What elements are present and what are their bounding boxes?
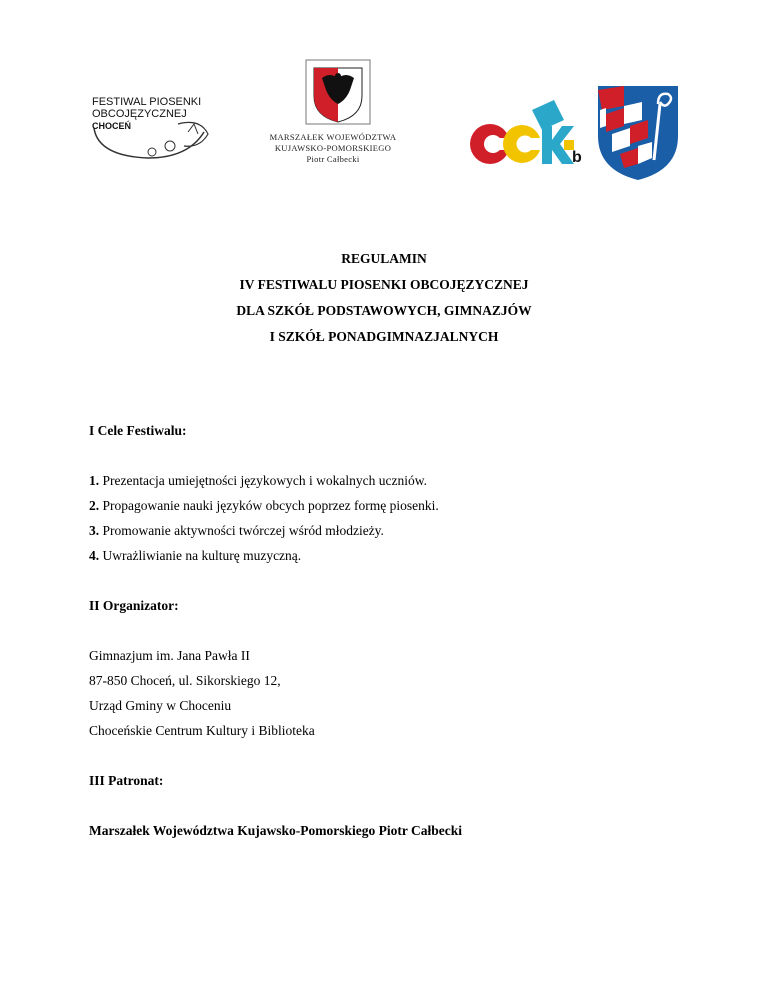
list-item: 2. Propagowanie nauki języków obcych poprzez formę piosenki. [89, 498, 439, 513]
organizer-line: Gimnazjum im. Jana Pawła II [89, 648, 250, 663]
festival-logo [88, 88, 214, 164]
organizer-line: Urząd Gminy w Choceniu [89, 698, 232, 713]
organizer-line: Choceńskie Centrum Kultury i Biblioteka [89, 723, 315, 738]
list-item: 1. Prezentacja umiejętności językowych i wokalnych uczniów. [89, 473, 428, 488]
festival-logo-line3: CHOCEŃ [92, 121, 132, 131]
cckb-logo-graphic [468, 96, 594, 170]
cckb-logo [468, 96, 594, 170]
festival-logo-line2: OBCOJĘZYCZNEJ [92, 108, 187, 120]
section-heading-organizator: II Organizator: [89, 598, 179, 613]
document-body [89, 418, 689, 843]
list-item: 4. Uwrażliwianie na kulturę muzyczną. [89, 548, 302, 563]
festival-logo-line1: FESTIWAL PIOSENKI [92, 96, 202, 108]
title-line1: REGULAMIN [341, 251, 427, 266]
section-heading-patronat: III Patronat: [89, 773, 164, 788]
svg-text:b: b [572, 149, 582, 166]
patron-name: Marszałek Województwa Kujawsko-Pomorskiego Piotr Całbecki [89, 823, 462, 838]
gmina-coat-of-arms-icon [594, 82, 682, 182]
marszalek-logo [262, 58, 404, 178]
title-line4: I SZKÓŁ PONADGIMNAZJALNYCH [269, 329, 499, 344]
section-heading-cele: I Cele Festiwalu: [89, 423, 187, 438]
marszalek-crest-icon [262, 58, 404, 130]
marszalek-line1: MARSZAŁEK WOJEWÓDZTWA [269, 132, 397, 142]
marszalek-line3: Piotr Całbecki [306, 154, 360, 164]
title-line2: IV FESTIWALU PIOSENKI OBCOJĘZYCZNEJ [239, 277, 529, 292]
list-item: 3. Promowanie aktywności twórczej wśród młodzieży. [89, 523, 384, 538]
marszalek-line2: KUJAWSKO-POMORSKIEGO [274, 143, 392, 153]
shield-icon [594, 82, 682, 182]
document-title [0, 246, 768, 350]
title-line3: DLA SZKÓŁ PODSTAWOWYCH, GIMNAZJÓW [236, 303, 532, 318]
organizer-line: 87-850 Choceń, ul. Sikorskiego 12, [89, 673, 281, 688]
